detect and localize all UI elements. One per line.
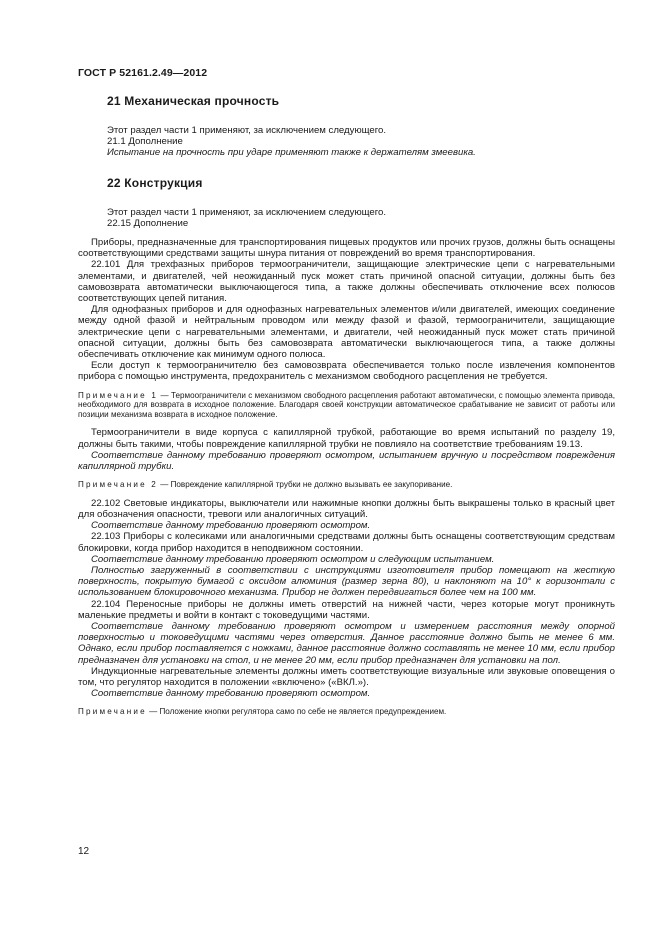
paragraph-capillary: Термоограничители в виде корпуса с капиллярной трубкой, работающие во время испытаний по разделу 19, должны быть такими, чтобы повреждение капиллярной трубки не повлияло на соответствие требованиям 19.13. [78,427,615,450]
paragraph-22-102-check: Соответствие данному требованию проверяют осмотром. [91,520,371,532]
note-1-label: Примечание 1 [78,390,159,400]
paragraph-induction-check: Соответствие данному требованию проверяют осмотром. [91,688,371,700]
section-22-title: 22 Конструкция [107,175,203,190]
section-22-body [78,237,615,717]
note-1 [78,391,615,420]
note-1-text: — Термоограничители с механизмом свободного расцепления работают автоматически, с помощью элемента привода, необходимого для возврата в исходное положение. Благодаря своей конструкции автоматическое срабатывание не зависит от работы или позиции механизма возврата в исходное положение. [78,390,615,419]
paragraph-22-15: Приборы, предназначенные для транспортирования пищевых продуктов или прочих грузов, должны быть оснащены соответствующими средствами защиты шнура питания от повреждений во время транспортирования. [78,237,615,260]
paragraph-22-103-test: Полностью загруженный в соответствии с инструкциями изготовителя прибор помещают на жесткую поверхность, покрытую бумагой с оксидом алюминия (размер зерна 80), и наклоняют на 10° к горизонтали с использованием блокировочного механизма. Прибор не должен передвигаться более чем на 100 мм. [78,565,615,599]
document-header: ГОСТ Р 52161.2.49—2012 [78,67,208,79]
section-21-intro: Этот раздел части 1 применяют, за исключением следующего. [107,125,387,136]
note-3-label: Примечание [78,707,147,717]
section-22-intro: Этот раздел части 1 применяют, за исключением следующего. [107,206,387,218]
paragraph-22-103: 22.103 Приборы с колесиками или аналогичными средствами должны быть оснащены соответствующим средствам блокировки, когда прибор находится в неподвижном состоянии. [78,531,615,554]
section-21-1-heading: 21.1 Дополнение [107,136,183,148]
section-22-15-heading: 22.15 Дополнение [107,217,189,229]
paragraph-capillary-check: Соответствие данному требованию проверяют осмотром, испытанием вручную и посредством повреждения капиллярной трубки. [78,449,615,473]
section-21-title: 21 Механическая прочность [107,94,280,108]
paragraph-22-101: 22.101 Для трехфазных приборов термоограничители, защищающие электрические цепи с нагревательными элементами, и двигателей, чей неожиданный пуск может стать причиной опасной ситуации, должны быть без самовозврата автоматически выключающегося типа, а также должны обеспечивать отключение всех полюсов соответствующих цепей питания. [78,259,615,305]
section-21-1-text: Испытание на прочность при ударе применяют также к держателям змеевика. [107,147,476,159]
paragraph-induction: Индукционные нагревательные элементы должны иметь соответствующие визуальные или звуковые оповещения о том, что регулятор находится в положении «включено» («ВКЛ.»). [78,665,615,689]
note-2-label: Примечание 2 [78,480,158,490]
page-content [107,94,587,229]
paragraph-access: Если доступ к термоограничителю без самовозврата обеспечивается только после извлечения компонентов прибора с помощью инструмента, предохранитель с механизмом свободного расцепления не требуется. [78,360,615,383]
paragraph-22-103-check: Соответствие данному требованию проверяют осмотром и следующим испытанием. [91,553,495,565]
paragraph-22-104-check: Соответствие данному требованию проверяют осмотром и измерением расстояния между опорной поверхностью и токоведущими частями через отверстия. Данное расстояние должно быть не менее 6 мм. Однако, если прибор поставляется с ножками, данное расстояние должно составлять не менее 10 мм, если прибор предназначен для установки на стол, и не менее 20 мм, если прибор предназначен для установки на пол. [78,621,615,666]
paragraph-22-104: 22.104 Переносные приборы не должны иметь отверстий на нижней части, через которые могут проникнуть маленькие предметы и войти в контакт с токоведущими частями. [78,598,615,621]
note-3-text: — Положение кнопки регулятора само по себе не является предупреждением. [146,707,447,717]
page-number: 12 [78,846,90,857]
paragraph-single-phase: Для однофазных приборов и для однофазных нагревательных элементов и/или двигателей, имеющих соединение между одной фазой и нейтральным проводом или между фазой и фазой, термоограничители, защищающие электрические цепи с нагревательными элементами, и двигатели, чей неожиданный пуск может стать причиной опасной ситуации, должны быть без самовозврата автоматически выключающегося типа, а также должны обеспечивать отключение как минимум одного полюса. [78,304,615,361]
note-3 [78,707,615,717]
note-2 [78,480,615,490]
note-2-text: — Повреждение капиллярной трубки не должно вызывать ее закупоривание. [158,480,453,490]
paragraph-22-102: 22.102 Световые индикаторы, выключатели или нажимные кнопки должны быть выкрашены только в красный цвет для обозначения опасности, тревоги или аналогичных ситуаций. [78,497,615,521]
